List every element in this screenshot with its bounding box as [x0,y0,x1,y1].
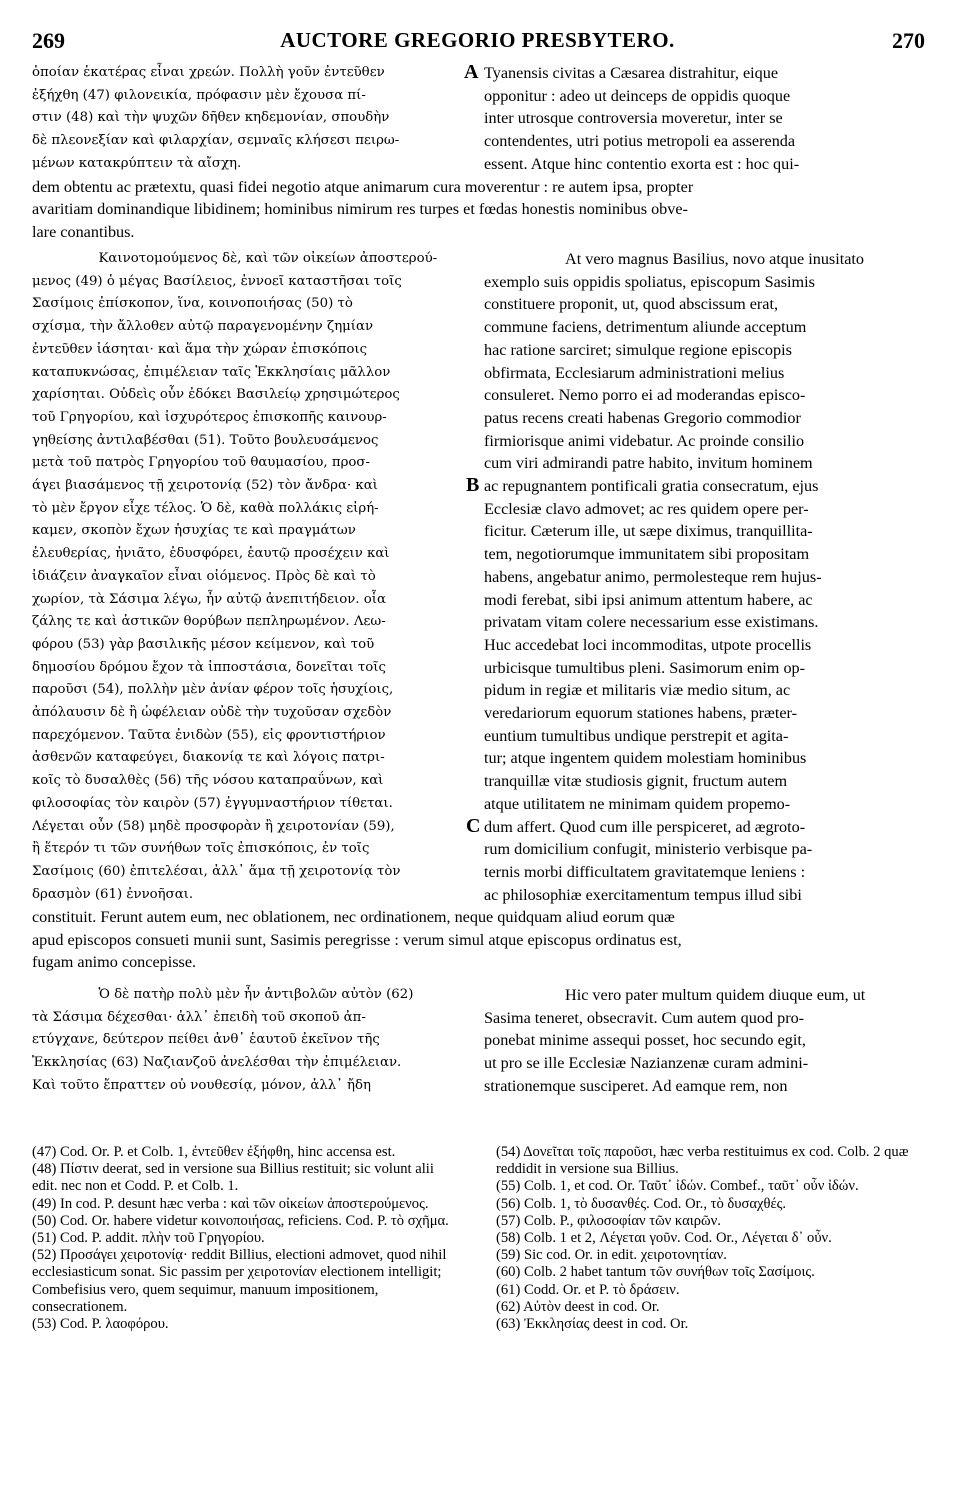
greek-text-line: δημοσίου δρόμου ἔχον τὰ ἱπποστάσια, δονεῖται τοῖς [32,659,386,675]
greek-text-line: άγει βιασάμενος τῇ χειροτονίᾳ (52) τὸν ἄνδρα· καὶ [32,478,378,494]
greek-text-line: χαρίσηται. Οὐδεὶς οὖν ἐδόκει Βασιλείῳ χρησιμώτερος [32,387,400,403]
latin-text-line: euntium tumultibus undique perstrepit et agita- [484,726,789,745]
footnote: (53) Cod. P. λαοφόρου. [32,1316,169,1333]
footnote: (50) Cod. Or. habere videtur κοινοποιήσας, reficiens. Cod. P. τὸ σχῆμα. [32,1212,449,1229]
latin-text-line: hac ratione sarciret; simulque regione episcopis [484,340,792,359]
greek-text-line: φιλοσοφίας τὸν καιρὸν (57) ἐγγυμναστήριον τίθεται. [32,795,393,811]
greek-column-section-3 [32,984,462,1098]
latin-text-line: obfirmata, Ecclesiarum administrationi melius [484,363,785,382]
greek-text-line: ἰδιάζειν ἀναγκαῖον εἶναι οἰόμενος. Πρὸς δὲ καὶ τὸ [32,568,376,584]
margin-marker-a: A [464,61,479,83]
latin-text-line: contendentes, utri potius metropoli ea asserenda [484,132,796,151]
latin-text-line: dum affert. Quod cum ille perspiceret, ad ægroto- [484,817,806,836]
greek-text-line: ἐντεῦθεν ἰάσηται· καὶ ἅμα τὴν χώραν ἐπισκόποις [32,341,368,357]
latin-text-line: ponebat minime assequi posset, hoc secundo egit, [484,1031,806,1050]
footnote: (56) Colb. 1, τὸ δυσανθές. Cod. Or., τὸ δυσαχθές. [496,1195,787,1212]
latin-text-line: apud episcopos consueti munii sunt, Sasimis peregrisse : verum simul atque episcopus ordinatus est, [32,930,682,949]
greek-text-line: Σασίμοις ἐπίσκοπον, ἵνα, κοινοποιήσας (50) τὸ [32,296,353,312]
margin-marker-b: B [466,474,480,496]
greek-text-line: σχίσμα, τὴν ἄλλοθεν αὐτῷ παραγενομένην ζημίαν [32,319,374,335]
latin-text-line: ut pro se ille Ecclesiæ Nazianzenæ curam admini- [484,1054,809,1073]
footnote: (57) Colb. P., φιλοσοφίαν τῶν καιρῶν. [496,1212,721,1229]
latin-text-line: habens, angebatur animo, permolesteque rem hujus- [484,567,822,586]
greek-text-line: Καὶ τοῦτο ἔπραττεν οὐ νουθεσίᾳ, μόνον, ἀλλ᾽ ἤδη [32,1077,371,1093]
greek-text-line: τοῦ Γρηγορίου, καὶ ἰσχυρότερος ἐπισκοπῆς καινουρ- [32,409,387,425]
footnote: (61) Codd. Or. et P. τὸ δράσειν. [496,1281,680,1298]
footnotes-left [32,1144,460,1333]
greek-column-section-2 [32,248,462,906]
greek-text-line: παρεχόμενον. Ταῦτα ἐνιδὼν (55), εἰς φροντιστήριον [32,727,386,743]
latin-text-line: dem obtentu ac prætextu, quasi fidei negotio atque animarum cura moverentur : re autem ipsa, propter [32,177,694,196]
greek-text-line: ζάλης τε καὶ ἀστικῶν θορύβων πεπληρωμένον. Λεω- [32,614,386,630]
greek-text-line: δρασμὸν (61) ἐννοῆσαι. [32,886,194,902]
page-header [0,28,955,58]
latin-column-section-3 [484,984,925,1098]
greek-column-section-1 [32,62,462,176]
latin-text-line: opponitur : adeo ut deinceps de oppidis quoque [484,86,791,105]
greek-text-line: χωρίον, τὰ Σάσιμα λέγω, ἦν αὐτῷ ἀνεπιτήδειον. οἷα [32,591,386,607]
greek-text-line: Ὁ δὲ πατὴρ πολὺ μὲν ἦν ἀντιβολῶν αὐτὸν (62) [98,987,414,1002]
footnote: (55) Colb. 1, et cod. Or. Ταῦτ᾽ ἰδών. Combef., ταῦτ᾽ οὖν ἰδών. [496,1178,859,1195]
greek-text-line: ἐξήχθη (47) φιλονεικία, πρόφασιν μὲν ἔχουσα πί- [32,87,366,103]
greek-text-line: καμεν, σκοπὸν ἔχων ἡσυχίας τε καὶ πραγμάτων [32,523,356,539]
latin-text-line: Tyanensis civitas a Cæsarea distrahitur, eique [484,64,779,82]
footnotes-right [496,1144,926,1333]
greek-text-line: μενος (49) ὁ μέγας Βασίλειος, ἐννοεῖ καταστῆσαι τοῖς [32,273,402,289]
latin-column-section-2 [484,248,925,906]
greek-text-line: ὁποίαν ἑκατέρας εἶναι χρεών. Πολλὴ γοῦν ἐντεῦθεν [32,65,385,80]
footnote: (48) Πίστιν deerat, sed in versione sua Billius restituit; sic volunt alii edit. nec non et Codd. P. et Colb. 1. [32,1161,434,1195]
latin-text-line: ternis morbi difficultatem gravitatemque leniens : [484,862,806,881]
greek-text-line: Ἐκκλησίας (63) Ναζιανζοῦ ἀνελέσθαι τὴν ἐπιμέλειαν. [32,1055,402,1071]
latin-text-line: Hic vero pater multum quidem diuque eum, ut [565,986,866,1004]
greek-text-line: ἀπόλαυσιν δὲ ἢ ὠφέλειαν οὐδὲ τὴν τυχοῦσαν σχεδὸν [32,705,392,721]
latin-text-line: ac repugnantem pontificali gratia consecratum, ejus [484,477,819,496]
latin-text-line: Ecclesiæ clavo admovet; ac res quidem opere per- [484,499,809,518]
latin-text-line: pidum in regiæ et militaris viæ medio situm, ac [484,681,791,700]
greek-text-line: ἀσθενῶν καταφεύγει, διακονίᾳ τε καὶ λόγοις πατρι- [32,750,385,766]
greek-text-line: Λέγεται οὖν (58) μηδὲ προσφορὰν ἢ χειροτονίαν (59), [32,818,395,834]
greek-text-line: Καινοτομούμενος δὲ, καὶ τῶν οἰκείων ἀποστερού- [98,251,438,266]
greek-text-line: γηθείσης ἀντιλαβέσθαι (51). Τοῦτο βουλευσάμενος [32,432,379,448]
footnote: (60) Colb. 2 habet tantum τῶν συνήθων τοῖς Σασίμοις. [496,1264,815,1281]
latin-text-line: avaritiam dominandique libidinem; hominibus nimirum res turpes et fœdas honestis nominibus obve- [32,200,688,219]
latin-fullwidth-section-1 [32,176,925,244]
greek-text-line: δὲ πλεονεξίαν καὶ φιλαρχίαν, σεμναῖς κλήσεσι πειρω- [32,133,400,149]
latin-text-line: strationemque susciperet. Ad eamque rem, non [484,1076,788,1095]
latin-text-line: inter utrosque controversia moveretur, inter se [484,109,783,128]
latin-text-line: privatam vitam colere necessarium esse existimans. [484,613,819,632]
margin-marker-c: C [466,815,481,837]
latin-text-line: firmiorisque animi videbatur. Ac proinde consilio [484,431,805,450]
greek-text-line: φόρου (53) γὰρ βασιλικῆς μέσον κείμενον, καὶ τοῦ [32,636,375,652]
latin-text-line: ac philosophiæ exercitamentum tempus illud sibi [484,885,802,904]
latin-text-line: constituere proponit, ut, quod abscissum erat, [484,295,779,314]
greek-text-line: τὰ Σάσιμα δέχεσθαι· ἀλλ᾽ ἐπειδὴ τοῦ σκοποῦ ἀπ- [32,1009,366,1025]
latin-text-line: rum domicilium confugit, ministerio verbisque pa- [484,840,813,859]
latin-text-line: urbicisque tumultibus pleni. Sasimorum enim op- [484,658,806,677]
latin-text-line: ficitur. Cæterum ille, ut sæpe diximus, tranquillita- [484,522,813,541]
latin-text-line: essent. Atque hinc contentio exorta est : hoc qui- [484,154,800,173]
footnote: (63) Ἐκκλησίας deest in cod. Or. [496,1316,689,1333]
latin-text-line: patus recens creati habenas Gregorio commodior [484,408,801,427]
footnote: (49) In cod. P. desunt hæc verba : καὶ τῶν οἰκείων ἀποστερούμενος. [32,1195,429,1212]
latin-text-line: modi ferebat, sibi ipsi animum attentum habere, ac [484,590,813,609]
page-number-left: 269 [32,28,65,53]
footnote: (59) Sic cod. Or. in edit. χειροτονητίαν. [496,1247,727,1264]
latin-text-line: Sasima teneret, obsecravit. Cum autem quod pro- [484,1008,805,1027]
latin-text-line: At vero magnus Basilius, novo atque inusitato [565,250,864,268]
greek-text-line: Σασίμοις (60) ἐπιτελέσαι, ἀλλ᾽ ἅμα τῇ χειροτονίᾳ τὸν [32,863,401,879]
page-number-right: 270 [892,28,925,53]
greek-text-line: ἢ ἕτερόν τι τῶν συνήθων τοῖς ἐπισκόποις, ἐν τοῖς [32,841,370,857]
greek-text-line: κοῖς τὸ δυσαλθὲς (56) τῆς νόσου καταπραΰνων, καὶ [32,773,384,789]
greek-text-line: μένων κατακρύπτειν τὰ αἴσχη. [32,155,242,171]
footnote: (52) Προσάγει χειροτονίᾳ· reddit Billius, electioni admovet, quod nihil ecclesiasticum sonat. Sic passim per χειροτονίαν electionem intelligit; Combefisius vero, quem sequimur, manuum impositionem, consecrationem. [32,1247,447,1315]
latin-text-line: tranquillæ vitæ studiosis gignit, fructum autem [484,772,788,791]
greek-text-line: μετὰ τοῦ πατρὸς Γρηγορίου τοῦ θαυμασίου, προσ- [32,455,370,471]
latin-text-line: lare conantibus. [32,222,135,241]
greek-text-line: στιν (48) καὶ τὴν ψυχῶν δῆθεν κηδεμονίαν, σπουδὴν [32,110,390,126]
latin-text-line: constituit. Ferunt autem eum, nec oblationem, nec ordinationem, neque quidquam aliud eorum quæ [32,908,675,926]
greek-text-line: ἐλευθερίας, ἠνιᾶτο, ἐδυσφόρει, ἑαυτῷ προσέχειν καὶ [32,546,390,562]
running-title: AUCTORE GREGORIO PRESBYTERO. [280,28,675,52]
latin-fullwidth-section-2 [32,906,925,974]
footnote: (47) Cod. Or. P. et Colb. 1, ἐντεῦθεν ἐξήφθη, hinc accensa est. [32,1144,396,1160]
footnote: (51) Cod. P. addit. πλὴν τοῦ Γρηγορίου. [32,1230,265,1247]
footnote: (54) Δονεῖται τοῖς παροῦσι, hæc verba restituimus ex cod. Colb. 2 quæ reddidit in versione sua Billius. [496,1144,909,1178]
greek-text-line: τὸ μὲν ἔργον εἶχε τέλος. Ὁ δὲ, καθὰ πολλάκις εἰρή- [32,500,379,516]
latin-text-line: veredariorum equorum stationes habens, præter- [484,704,797,723]
latin-text-line: tem, negotiorumque immunitatem sibi propositam [484,545,810,564]
latin-text-line: atque utilitatem ne minimam quidem propemo- [484,794,791,813]
footnote: (62) Αὐτὸν deest in cod. Or. [496,1298,660,1315]
greek-text-line: παροῦσι (54), πολλὴν μὲν ἀνίαν φέρον τοῖς ἡσυχίοις, [32,682,394,698]
latin-column-section-1 [484,62,925,176]
latin-text-line: cum viri admirandi patre habito, invitum hominem [484,454,813,473]
greek-text-line: ετύγχανε, δεύτερον πείθει ἀνθ᾽ ἑαυτοῦ ἐκεῖνον τῆς [32,1032,380,1048]
latin-text-line: Huc accedebat loci incommoditas, utpote procellis [484,635,812,654]
footnote: (58) Colb. 1 et 2, Λέγεται γοῦν. Cod. Or., Λέγεται δ᾽ οὖν. [496,1230,832,1247]
latin-text-line: commune faciens, detrimentum aliunde acceptum [484,318,807,337]
latin-text-line: consuleret. Nemo porro ei ad moderandas episco- [484,386,806,405]
latin-text-line: fugam animo concepisse. [32,953,197,972]
latin-text-line: tur; atque ingentem quidem molestiam hominibus [484,749,807,768]
greek-text-line: καταπυκνώσας, ἐπιμέλειαν ταῖς Ἐκκλησίαις μᾶλλον [32,364,391,380]
latin-text-line: exemplo suis oppidis spoliatus, episcopum Sasimis [484,272,815,291]
